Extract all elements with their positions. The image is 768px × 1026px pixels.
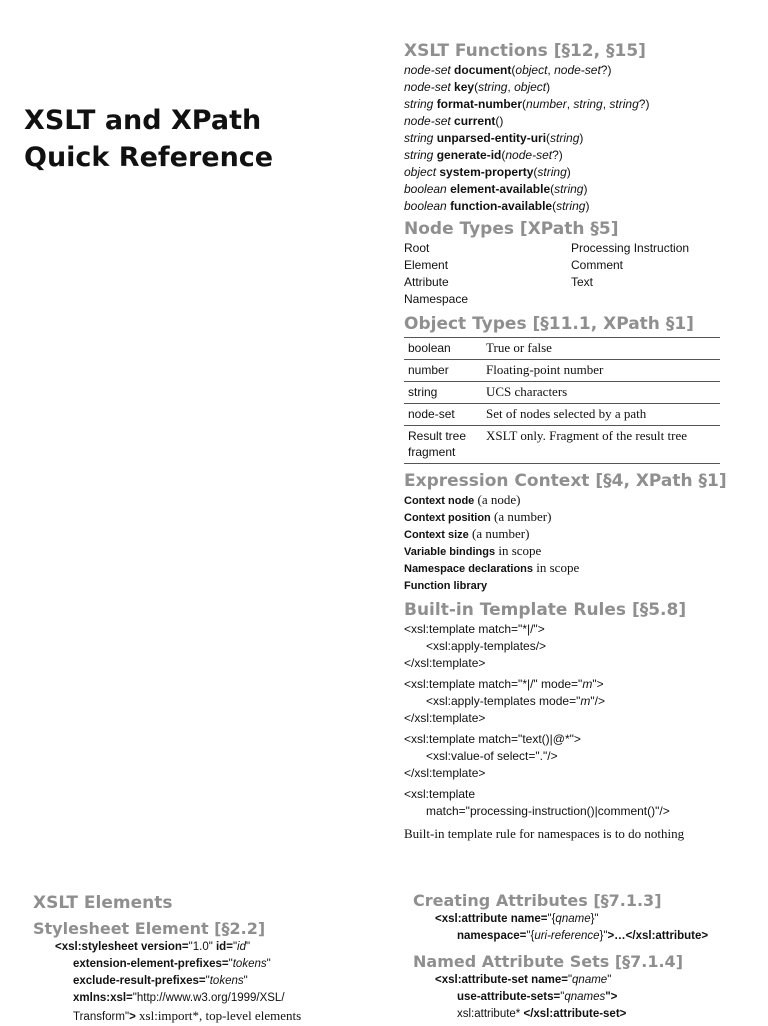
attribute-line: namespace="{uri-reference}">…</xsl:attribute>	[457, 930, 709, 942]
rule-block: <xsl:template match="text()|@*"> <xsl:value-of select="."/> </xsl:template>	[404, 732, 581, 780]
function-signature: string generate-id(node-set?)	[404, 148, 563, 162]
object-types-heading: Object Types [§11.1, XPath §1]	[404, 314, 694, 334]
attribute-line: use-attribute-sets="qnames">	[457, 991, 618, 1003]
table-row: boolean True or false	[404, 338, 720, 360]
builtin-rules-section	[404, 599, 754, 842]
table-row: Result tree fragment XSLT only. Fragment of the result tree	[404, 426, 720, 464]
object-types-table	[404, 337, 720, 464]
function-signature: boolean function-available(string)	[404, 199, 590, 213]
creating-attributes-heading: Creating Attributes [§7.1.3]	[413, 891, 662, 910]
stylesheet-line: extension-element-prefixes="tokens"	[73, 958, 271, 970]
right-column	[404, 40, 754, 842]
named-attribute-sets-heading: Named Attribute Sets [§7.1.4]	[413, 952, 683, 971]
table-row: number Floating-point number	[404, 360, 720, 382]
list-item: Context node (a node)	[404, 492, 521, 507]
function-signature: node-set document(object, node-set?)	[404, 63, 612, 77]
rule-block: <xsl:template match="*|/" mode="m"> <xsl:apply-templates mode="m"/> </xsl:template>	[404, 677, 605, 725]
node-type: Comment	[571, 258, 624, 272]
attribute-line: <xsl:attribute name="{qname}"	[435, 913, 599, 925]
context-list	[404, 492, 754, 594]
xslt-elements-section	[33, 892, 373, 1026]
node-type: Element	[404, 258, 449, 272]
xslt-functions-heading: XSLT Functions [§12, §15]	[404, 41, 646, 61]
namespace-note: Built-in template rule for namespaces is to do nothing	[404, 826, 685, 841]
table-row: string UCS characters	[404, 382, 720, 404]
list-item: Context position (a number)	[404, 509, 552, 524]
function-signature: node-set key(string, object)	[404, 80, 551, 94]
list-item: Function library	[404, 580, 488, 592]
object-types-section	[404, 313, 754, 464]
function-list	[404, 62, 754, 215]
node-type: Root	[404, 241, 430, 255]
expression-context-heading: Expression Context [§4, XPath §1]	[404, 471, 727, 491]
table-row: node-set Set of nodes selected by a path	[404, 404, 720, 426]
page-title: XSLT and XPath Quick Reference	[24, 105, 274, 173]
list-item: Context size (a number)	[404, 526, 530, 541]
stylesheet-line: <xsl:stylesheet version="1.0" id="id"	[55, 941, 251, 953]
list-item: Variable bindings in scope	[404, 543, 542, 558]
stylesheet-line: Transform"> xsl:import*, top-level elements	[73, 1008, 302, 1023]
node-types-left	[404, 240, 571, 308]
stylesheet-element-heading: Stylesheet Element [§2.2]	[33, 919, 266, 938]
xslt-functions-section	[404, 40, 754, 215]
function-signature: string format-number(number, string, string?)	[404, 97, 650, 111]
node-types-heading: Node Types [XPath §5]	[404, 219, 619, 239]
attribute-line: <xsl:attribute-set name="qname"	[435, 974, 612, 986]
function-signature: node-set current()	[404, 114, 504, 128]
expression-context-section	[404, 470, 754, 594]
attribute-line: xsl:attribute* </xsl:attribute-set>	[457, 1008, 627, 1020]
function-signature: string unparsed-entity-uri(string)	[404, 131, 584, 145]
list-item: Namespace declarations in scope	[404, 560, 580, 575]
node-types-grid	[404, 240, 754, 308]
stylesheet-line: exclude-result-prefixes="tokens"	[73, 975, 248, 987]
node-type: Processing Instruction	[571, 241, 690, 255]
builtin-rules-heading: Built-in Template Rules [§5.8]	[404, 600, 687, 620]
node-types-right	[571, 240, 721, 308]
rule-block: <xsl:template match="*|/"> <xsl:apply-templates/> </xsl:template>	[404, 622, 547, 670]
xslt-elements-heading: XSLT Elements	[33, 893, 173, 913]
node-types-section	[404, 218, 754, 308]
stylesheet-line: xmlns:xsl="http://www.w3.org/1999/XSL/	[73, 992, 285, 1004]
node-type: Attribute	[404, 275, 449, 289]
node-type: Namespace	[404, 292, 469, 306]
function-signature: boolean element-available(string)	[404, 182, 588, 196]
function-signature: object system-property(string)	[404, 165, 571, 179]
attributes-section	[413, 890, 758, 1023]
rule-block: <xsl:template match="processing-instruction()|comment()"/>	[404, 787, 670, 818]
node-type: Text	[571, 275, 594, 289]
